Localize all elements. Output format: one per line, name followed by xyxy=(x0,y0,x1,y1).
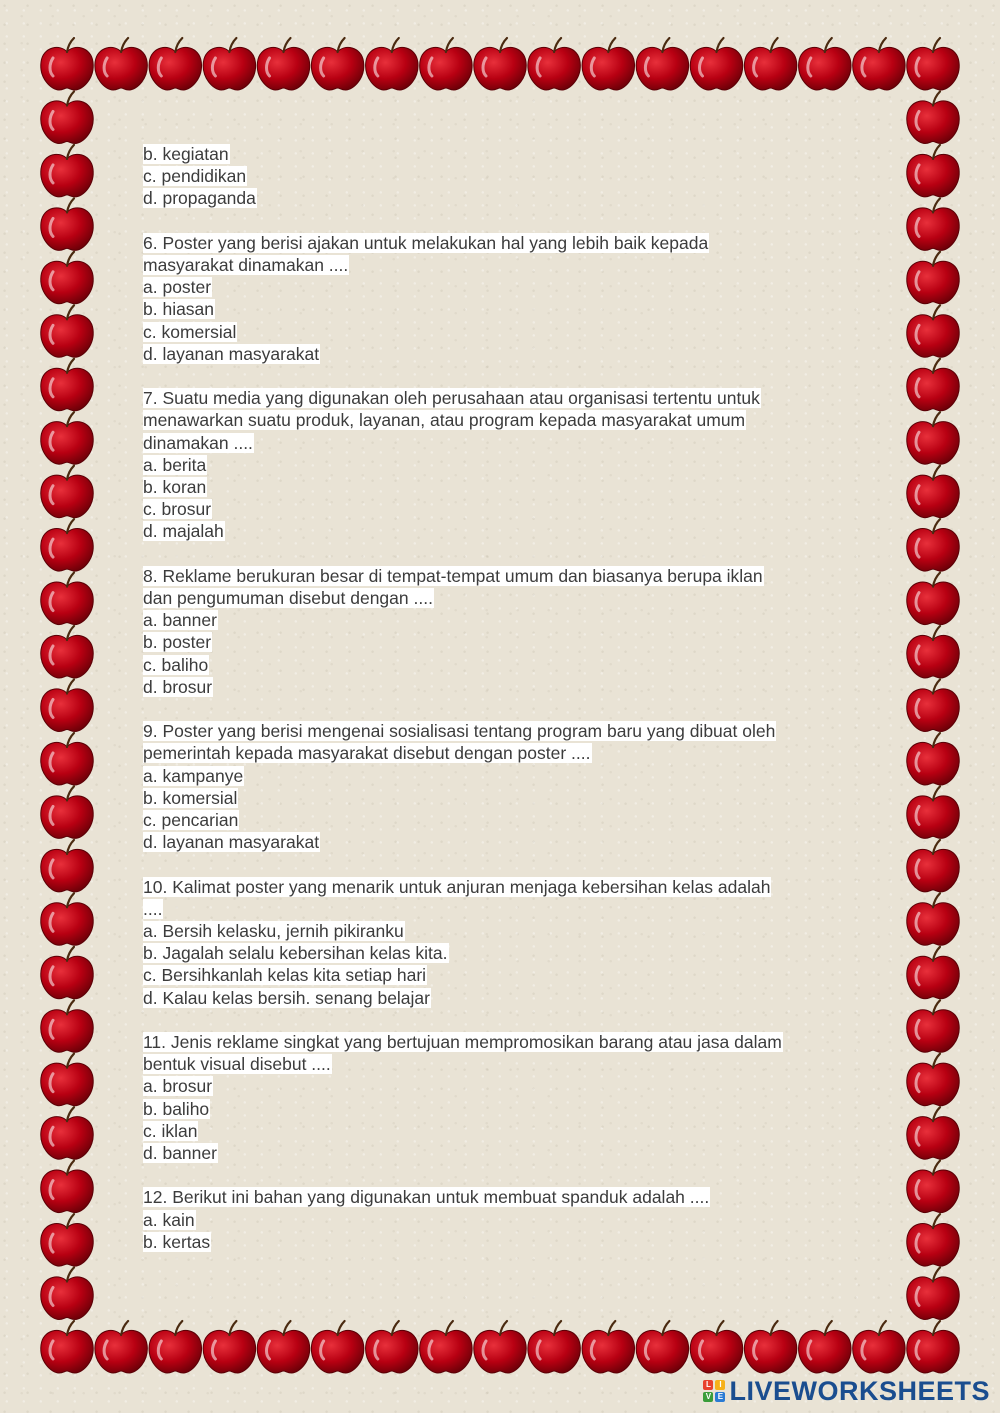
apple-icon xyxy=(474,1321,526,1373)
apple-icon xyxy=(41,519,93,571)
option-b: b. koran xyxy=(143,477,207,498)
apple-icon xyxy=(41,1321,93,1373)
apple-icon xyxy=(41,198,93,250)
option-b: b. poster xyxy=(143,632,212,653)
question-text: 9. Poster yang berisi mengenai sosialisasi tentang program baru yang dibuat oleh xyxy=(143,721,776,742)
apple-icon xyxy=(311,38,363,90)
logo-grid-icon xyxy=(703,1380,725,1402)
apple-icon xyxy=(41,1268,93,1320)
apple-icon xyxy=(41,92,93,144)
apple-icon xyxy=(907,305,959,357)
apple-icon xyxy=(907,145,959,197)
apple-icon xyxy=(636,1321,688,1373)
logo-letter: I xyxy=(715,1380,725,1390)
option-d: d. majalah xyxy=(143,521,224,542)
apple-icon xyxy=(41,38,93,90)
apple-icon xyxy=(203,38,255,90)
option-text: b. kegiatan xyxy=(143,144,229,164)
question-text: menawarkan suatu produk, layanan, atau program kepada masyarakat umum xyxy=(143,410,746,431)
option-a: a. poster xyxy=(143,277,212,298)
apple-icon xyxy=(41,466,93,518)
apple-icon xyxy=(907,786,959,838)
option-text: c. pendidikan xyxy=(143,166,247,187)
apple-icon xyxy=(366,38,418,90)
option-a: a. banner xyxy=(143,610,217,631)
apple-icon xyxy=(907,359,959,411)
liveworksheets-logo[interactable] xyxy=(703,1375,990,1407)
apple-icon xyxy=(474,38,526,90)
worksheet-content xyxy=(143,143,863,1253)
apple-icon xyxy=(149,38,201,90)
question-text: .... xyxy=(143,898,163,919)
question-10 xyxy=(143,876,863,1009)
apple-icon xyxy=(41,626,93,678)
apple-icon xyxy=(907,573,959,625)
option-c: c. iklan xyxy=(143,1120,198,1141)
apple-icon xyxy=(41,412,93,464)
apple-icon xyxy=(690,38,742,90)
apple-icon xyxy=(41,1054,93,1106)
apple-icon xyxy=(907,733,959,785)
apple-icon xyxy=(149,1321,201,1373)
apple-icon xyxy=(41,359,93,411)
apple-icon xyxy=(528,1321,580,1373)
question-text: dinamakan .... xyxy=(143,432,253,453)
question-text: dan pengumuman disebut dengan .... xyxy=(143,588,433,609)
apple-icon xyxy=(41,947,93,999)
logo-letter: L xyxy=(703,1380,713,1390)
apple-icon xyxy=(95,38,147,90)
apple-icon xyxy=(582,1321,634,1373)
apple-icon xyxy=(907,466,959,518)
question-text: 11. Jenis reklame singkat yang bertujuan mempromosikan barang atau jasa dalam xyxy=(143,1032,782,1053)
apple-icon xyxy=(41,1107,93,1159)
apple-icon xyxy=(744,1321,796,1373)
apple-icon xyxy=(41,145,93,197)
apple-icon xyxy=(95,1321,147,1373)
carryover-options xyxy=(143,143,863,210)
apple-icon xyxy=(41,252,93,304)
apple-icon xyxy=(907,1107,959,1159)
apple-icon xyxy=(907,680,959,732)
option-b: b. Jagalah selalu kebersihan kelas kita. xyxy=(143,943,448,964)
question-7 xyxy=(143,387,863,542)
option-text: d. propaganda xyxy=(143,188,256,209)
apple-icon xyxy=(907,92,959,144)
apple-icon xyxy=(907,1000,959,1052)
apple-icon xyxy=(311,1321,363,1373)
option-b: b. baliho xyxy=(143,1098,210,1119)
option-c: c. pencarian xyxy=(143,810,239,831)
apple-icon xyxy=(907,198,959,250)
apple-icon xyxy=(907,947,959,999)
option-a: a. kampanye xyxy=(143,765,244,786)
apple-icon xyxy=(853,1321,905,1373)
apple-icon xyxy=(420,38,472,90)
apple-icon xyxy=(799,38,851,90)
apple-icon xyxy=(41,573,93,625)
option-c: c. baliho xyxy=(143,654,209,675)
option-d: d. layanan masyarakat xyxy=(143,832,320,853)
option-a: a. kain xyxy=(143,1209,195,1230)
apple-icon xyxy=(257,1321,309,1373)
question-text: 8. Reklame berukuran besar di tempat-tempat umum dan biasanya berupa iklan xyxy=(143,565,763,586)
apple-icon xyxy=(41,893,93,945)
apple-icon xyxy=(907,38,959,90)
apple-icon xyxy=(420,1321,472,1373)
apple-icon xyxy=(41,786,93,838)
option-b: b. kertas xyxy=(143,1231,211,1252)
question-9 xyxy=(143,720,863,853)
question-11 xyxy=(143,1031,863,1164)
apple-icon xyxy=(907,519,959,571)
option-a: a. brosur xyxy=(143,1076,213,1097)
apple-icon xyxy=(690,1321,742,1373)
option-d: d. layanan masyarakat xyxy=(143,343,320,364)
apple-icon xyxy=(41,680,93,732)
apple-icon xyxy=(636,38,688,90)
question-6 xyxy=(143,232,863,365)
question-text: 10. Kalimat poster yang menarik untuk anjuran menjaga kebersihan kelas adalah xyxy=(143,876,771,897)
option-a: a. berita xyxy=(143,454,207,475)
apple-icon xyxy=(853,38,905,90)
question-text: pemerintah kepada masyarakat disebut dengan poster .... xyxy=(143,743,591,764)
apple-icon xyxy=(41,1214,93,1266)
option-d: d. brosur xyxy=(143,676,213,697)
apple-icon xyxy=(41,733,93,785)
question-text: 6. Poster yang berisi ajakan untuk melakukan hal yang lebih baik kepada xyxy=(143,232,709,253)
apple-icon xyxy=(257,38,309,90)
apple-icon xyxy=(907,1161,959,1213)
question-text: masyarakat dinamakan .... xyxy=(143,255,349,275)
apple-icon xyxy=(41,305,93,357)
apple-icon xyxy=(907,626,959,678)
apple-icon xyxy=(907,1054,959,1106)
option-a: a. Bersih kelasku, jernih pikiranku xyxy=(143,921,404,942)
question-8 xyxy=(143,565,863,698)
logo-letter: E xyxy=(715,1392,725,1402)
option-b: b. komersial xyxy=(143,787,238,808)
apple-icon xyxy=(907,1268,959,1320)
option-c: c. Bersihkanlah kelas kita setiap hari xyxy=(143,965,427,986)
apple-icon xyxy=(907,1321,959,1373)
apple-icon xyxy=(907,412,959,464)
apple-icon xyxy=(907,840,959,892)
option-b: b. hiasan xyxy=(143,299,215,320)
apple-icon xyxy=(41,1000,93,1052)
option-d: d. Kalau kelas bersih. senang belajar xyxy=(143,987,430,1008)
apple-icon xyxy=(907,893,959,945)
question-text: 12. Berikut ini bahan yang digunakan untuk membuat spanduk adalah .... xyxy=(143,1187,710,1208)
apple-icon xyxy=(528,38,580,90)
question-12 xyxy=(143,1186,863,1253)
question-text: bentuk visual disebut .... xyxy=(143,1054,331,1075)
apple-icon xyxy=(744,38,796,90)
apple-icon xyxy=(203,1321,255,1373)
apple-icon xyxy=(907,1214,959,1266)
apple-icon xyxy=(41,1161,93,1213)
apple-icon xyxy=(799,1321,851,1373)
logo-letter: V xyxy=(703,1392,713,1402)
option-c: c. brosur xyxy=(143,499,212,520)
question-text: 7. Suatu media yang digunakan oleh perusahaan atau organisasi tertentu untuk xyxy=(143,388,760,409)
option-c: c. komersial xyxy=(143,321,237,342)
apple-icon xyxy=(907,252,959,304)
apple-icon xyxy=(582,38,634,90)
apple-icon xyxy=(41,840,93,892)
option-d: d. banner xyxy=(143,1143,217,1164)
apple-icon xyxy=(366,1321,418,1373)
logo-text: LIVEWORKSHEETS xyxy=(729,1375,990,1406)
